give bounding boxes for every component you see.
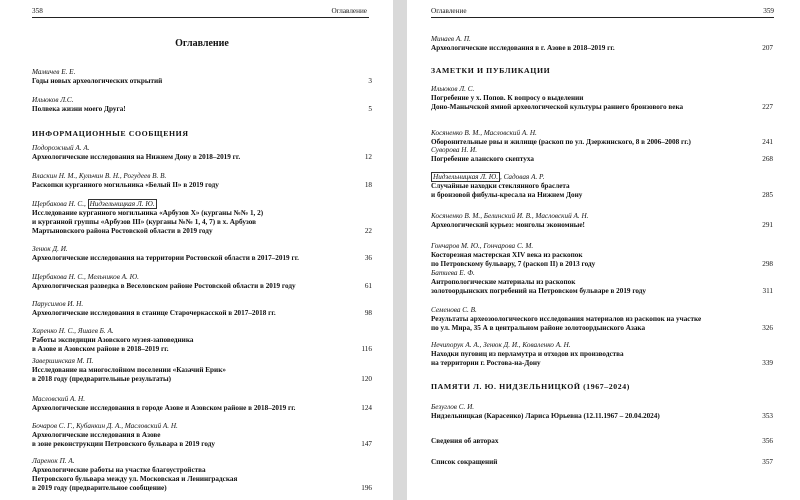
- entry-title-line: Результаты археозоологического исследования материалов из раскопок на участке: [431, 315, 702, 323]
- entry-page-number: 12: [364, 153, 372, 161]
- entry-page-number: 285: [762, 191, 773, 199]
- entry-title-line: Исследование курганного могильника «Арбузов Х» (курганы №№ 1, 2): [32, 209, 264, 217]
- entry-title: [32, 181, 332, 190]
- entry-title-line: по ул. Мира, 35 А в центральном районе золотоордынского Азака: [431, 324, 646, 332]
- entry-page-number: 5: [368, 105, 372, 113]
- entry-title-line: Доно-Манычской ямной археологической культуры раннего бронзового века: [431, 103, 684, 111]
- entry-author: Батиева Е. Ф.: [431, 269, 475, 277]
- entry-title-line: и курганной группы «Арбузов III» (курганы №№ 1, 4, 7) в х. Арбузов: [32, 218, 257, 226]
- entry-title: [32, 336, 332, 354]
- entry-page-number: 98: [364, 309, 372, 317]
- entry-title-line: Косторезная мастерская XIV века из раскопок: [431, 251, 583, 259]
- toc-entry[interactable]: [32, 457, 372, 493]
- entry-page-number: 227: [762, 103, 773, 111]
- entry-author: Завершинская М. П.: [32, 357, 94, 365]
- entry-title-line: и бронзовой фибулы-кресала на Нижнем Дону: [431, 191, 583, 199]
- entry-title-line: Работы экспедиции Азовского музея-заповедника: [32, 336, 194, 344]
- entry-title-line: Археологические исследования на территории Ростовской области в 2017–2019 гг.: [32, 254, 299, 262]
- entry-title: [431, 278, 731, 296]
- entry-title-line: Погребение аланского скептуха: [431, 155, 534, 163]
- entry-title-line: Мартыновского района Ростовской области в 2019 году: [32, 227, 213, 235]
- entry-title: [431, 182, 731, 200]
- entry-author: Минаев А. П.: [431, 35, 471, 43]
- toc-entry[interactable]: [431, 269, 773, 296]
- toc-entry[interactable]: [431, 129, 773, 147]
- entry-author: Подорожный А. А.: [32, 144, 90, 152]
- entry-title: [32, 105, 332, 114]
- toc-entry[interactable]: [431, 306, 773, 333]
- entry-title: [32, 366, 332, 384]
- entry-page-number: 36: [364, 254, 372, 262]
- entry-title: [431, 94, 731, 112]
- entry-title: Список сокращений: [431, 458, 498, 466]
- entry-title-line: Археологические исследования на Нижнем Дону в 2018–2019 гг.: [32, 153, 241, 161]
- toc-entry[interactable]: [431, 437, 773, 446]
- entry-title-line: золотоордынских погребений на Петровском бульваре в 2019 году: [431, 287, 647, 295]
- entry-title-line: по Петровскому бульвару, 7 (раскоп II) в 2013 году: [431, 260, 596, 268]
- entry-title-line: Археологическая разведка в Веселовском районе Ростовской области в 2019 году: [32, 282, 296, 290]
- entry-page-number: 3: [368, 77, 372, 85]
- entry-page-number: 326: [762, 324, 773, 332]
- entry-author: Зенюк Д. И.: [32, 245, 68, 253]
- entry-author: Косяненко В. М., Белинский И. В., Масловский А. Н.: [431, 212, 589, 220]
- entry-title-line: Археологические исследования в Азове: [32, 431, 161, 439]
- entry-title-line: Полвека жизни моего Друга!: [32, 105, 126, 113]
- entry-author: Щербакова Н. С., Нидзельницкая Л. Ю.: [32, 200, 155, 208]
- toc-entry[interactable]: [32, 357, 372, 384]
- toc-entry[interactable]: [32, 395, 372, 413]
- highlighted-author: Нидзельницкая Л. Ю.: [433, 173, 498, 181]
- entry-title-line: в 2018 году (предварительные результаты): [32, 375, 171, 383]
- toc-entry[interactable]: [32, 200, 372, 236]
- toc-entry[interactable]: [431, 35, 773, 53]
- entry-page-number: 18: [364, 181, 372, 189]
- entry-title: [431, 412, 731, 421]
- toc-entry[interactable]: [431, 458, 773, 467]
- entry-author: Масловский А. Н.: [32, 395, 86, 403]
- entry-title: [431, 44, 731, 53]
- entry-title: [431, 315, 731, 333]
- toc-entry[interactable]: [32, 273, 372, 291]
- entry-page-number: 241: [762, 138, 773, 146]
- entry-page-number: 120: [361, 375, 372, 383]
- left-page: [0, 0, 393, 500]
- entry-page-number: 311: [762, 287, 773, 295]
- entry-author: Нидзельницкая Л. Ю. , Садовая А. Р.: [433, 173, 545, 181]
- right-page: [407, 0, 800, 500]
- entry-title-line: Погребение у х. Попов. К вопросу о выделении: [431, 94, 584, 102]
- entry-title-line: на территории г. Ростова-на-Дону: [431, 359, 541, 367]
- toc-entry[interactable]: [431, 403, 773, 421]
- entry-page-number: 339: [762, 359, 773, 367]
- entry-title: [32, 153, 332, 162]
- right-running-head: Оглавление: [431, 7, 467, 15]
- entry-page-number: 116: [361, 345, 372, 353]
- entry-title-line: Раскопки курганного могильника «Белый II» в 2019 году: [32, 181, 219, 189]
- entry-author: Мамичев Е. Е.: [32, 68, 76, 76]
- entry-title-line: Нидзельницкая (Карасенко) Лариса Юрьевна (12.11.1967 – 20.04.2024): [431, 412, 660, 420]
- entry-page-number: 61: [364, 282, 372, 290]
- entry-page-number: 268: [762, 155, 773, 163]
- right-header-rule: [431, 17, 774, 18]
- entry-title-line: Археологические исследования в г. Азове в 2018–2019 гг.: [431, 44, 615, 52]
- entry-title-line: Петровского бульвара между ул. Московская и Ленинградская: [32, 475, 238, 483]
- entry-page-number: 147: [361, 440, 372, 448]
- entry-page-number: 356: [762, 437, 773, 445]
- toc-entry[interactable]: [431, 85, 773, 112]
- entry-author: Косяненко В. М., Масловский А. Н.: [431, 129, 537, 137]
- toc-entry[interactable]: [32, 144, 372, 162]
- entry-title-line: Исследование на многослойном поселении «Казачий Ерик»: [32, 366, 226, 374]
- toc-entry[interactable]: [32, 422, 372, 449]
- entry-title-line: Археологический курьез: монголы экономные!: [431, 221, 585, 229]
- entry-author: Семенова С. В.: [431, 306, 477, 314]
- entry-author: Безуглов С. И.: [431, 403, 475, 411]
- entry-title: [32, 431, 332, 449]
- entry-title-line: в Азове и Азовском районе в 2018–2019 гг.: [32, 345, 169, 353]
- toc-entry[interactable]: [431, 212, 773, 230]
- entry-author: Гончаров М. Ю., Гончарова С. М.: [431, 242, 534, 250]
- entry-title-line: Годы новых археологических открытий: [32, 77, 163, 85]
- toc-entry[interactable]: [431, 173, 773, 200]
- entry-page-number: 124: [361, 404, 372, 412]
- section-heading-memory: ПАМЯТИ Л. Ю. НИДЗЕЛЬНИЦКОЙ (1967–2024): [431, 382, 630, 391]
- entry-title-line: Археологические исследования в городе Азове и Азовском районе в 2018–2019 гг.: [32, 404, 296, 412]
- entry-author: Харенко Н. С., Яшаев Б. А.: [32, 327, 114, 335]
- entry-title: [431, 221, 731, 230]
- toc-entry[interactable]: [32, 68, 372, 86]
- toc-entry[interactable]: [32, 172, 372, 190]
- right-page-number: 359: [763, 7, 774, 15]
- toc-entry[interactable]: [32, 96, 372, 114]
- toc-entry[interactable]: [32, 327, 372, 354]
- entry-page-number: 207: [762, 44, 773, 52]
- entry-title-line: Археологические работы на участке благоустройства: [32, 466, 206, 474]
- entry-title-line: Случайные находки стеклянного браслета: [431, 182, 570, 190]
- toc-entry[interactable]: [431, 242, 773, 269]
- entry-title: Сведения об авторах: [431, 437, 499, 445]
- entry-title: [32, 254, 332, 263]
- entry-title: [32, 209, 332, 236]
- entry-title-line: Оборонительные рвы и жилище (раскоп по ул. Дзержинского, 8 в 2006–2008 гг.): [431, 138, 691, 146]
- entry-author: Щербакова Н. С., Мельников А. Ю.: [32, 273, 139, 281]
- entry-author: Ильюков Л. С.: [431, 85, 475, 93]
- entry-page-number: 22: [364, 227, 372, 235]
- entry-author: Парусимов И. Н.: [32, 300, 84, 308]
- section-heading-info: ИНФОРМАЦИОННЫЕ СООБЩЕНИЯ: [32, 129, 189, 138]
- entry-title-line: в 2019 году (предварительное сообщение): [32, 484, 167, 492]
- entry-title-line: в зоне реконструкции Петровского бульвара в 2019 году: [32, 440, 215, 448]
- section-heading-notes: ЗАМЕТКИ И ПУБЛИКАЦИИ: [431, 66, 551, 75]
- entry-author: Суворова Н. И.: [431, 146, 478, 154]
- entry-page-number: 298: [762, 260, 773, 268]
- toc-entry[interactable]: [431, 146, 773, 164]
- entry-title: [431, 350, 731, 368]
- entry-page-number: 291: [762, 221, 773, 229]
- entry-author: Ильюков Л.С.: [32, 96, 74, 104]
- toc-entry[interactable]: [32, 245, 372, 263]
- entry-title-line: Находки пуговиц из перламутра и отходов их производства: [431, 350, 624, 358]
- entry-title-line: Антропологические материалы из раскопок: [431, 278, 576, 286]
- entry-author: Бочаров С. Г., Кубанкин Д. А., Масловский А. Н.: [32, 422, 178, 430]
- entry-title: [431, 251, 731, 269]
- entry-title-line: Археологические исследования в станице Старочеркасской в 2017–2018 гг.: [32, 309, 276, 317]
- entry-page-number: 353: [762, 412, 773, 420]
- entry-page-number: 196: [361, 484, 372, 492]
- toc-title: Оглавление: [175, 38, 229, 49]
- entry-author: Нечипорук А. А., Зенюк Д. И., Коваленко А. Н.: [431, 341, 571, 349]
- entry-title: [32, 77, 332, 86]
- entry-author: Ларенок П. А.: [32, 457, 75, 465]
- toc-entry[interactable]: [431, 341, 773, 368]
- left-header-rule: [32, 17, 369, 18]
- highlighted-author: Нидзельницкая Л. Ю.: [89, 200, 155, 208]
- entry-page-number: 357: [762, 458, 773, 466]
- entry-author: Власкин Н. М., Кульчин В. Н., Рогудеев В. В.: [32, 172, 167, 180]
- page-gutter: [393, 0, 407, 500]
- toc-entry[interactable]: [32, 300, 372, 318]
- left-running-head: Оглавление: [331, 7, 367, 15]
- entry-title: [32, 282, 332, 291]
- entry-title: [32, 309, 332, 318]
- entry-title: [32, 466, 332, 493]
- left-page-number: 358: [32, 7, 43, 15]
- entry-title: [32, 404, 332, 413]
- entry-title: [431, 155, 731, 164]
